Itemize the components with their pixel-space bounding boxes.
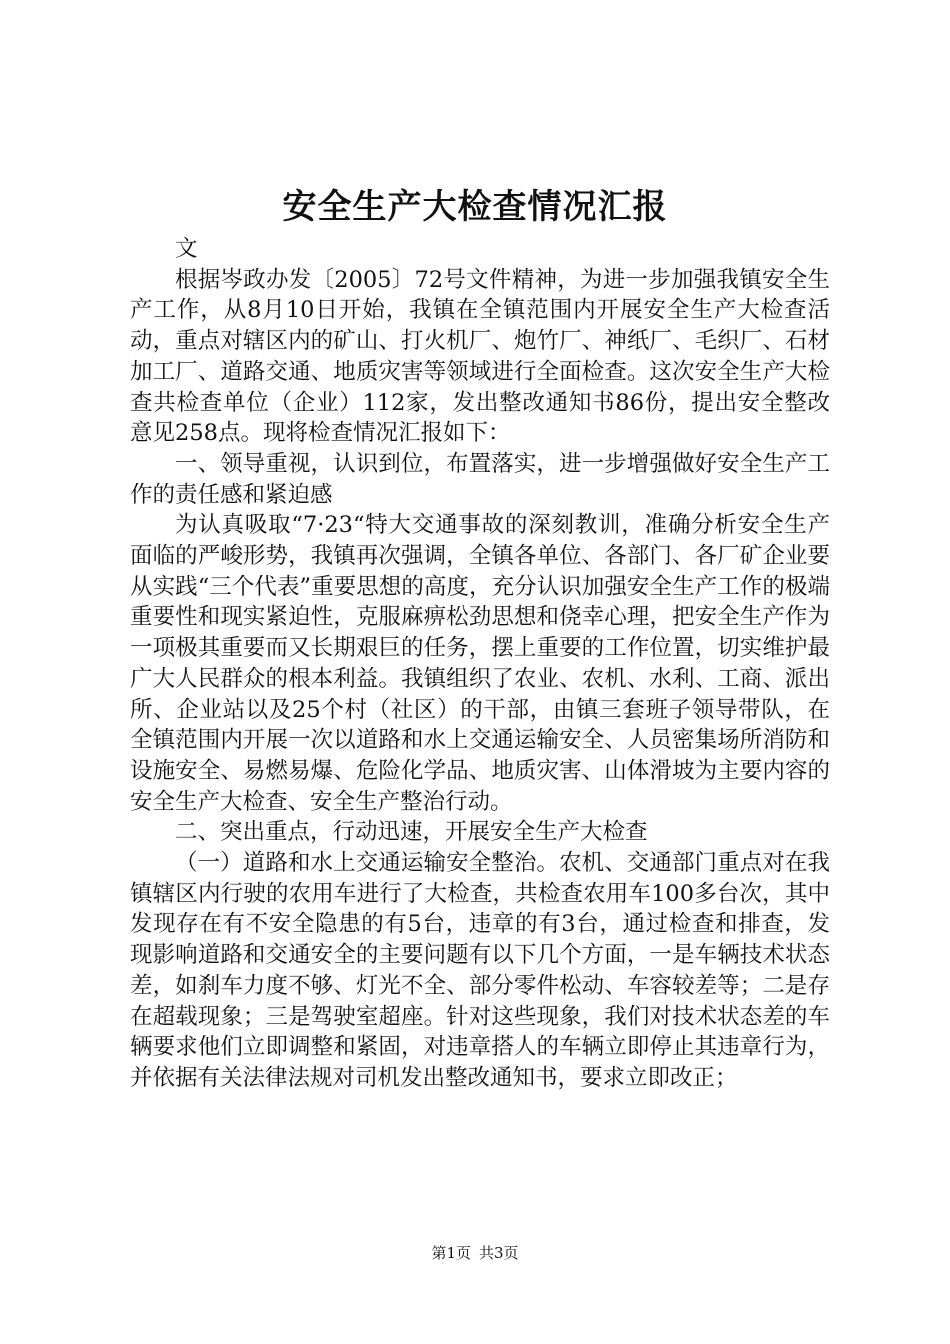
section-heading-2: 二、突出重点，行动迅速，开展安全生产大检查 bbox=[175, 819, 648, 846]
document-body bbox=[130, 234, 830, 1094]
paragraph-intro: 根据岑政办发〔2005〕72号文件精神，为进一步加强我镇安全生产工作，从8月10日开始，我镇在全镇范围内开展安全生产大检查活动，重点对辖区内的矿山、打火机厂、炮竹厂、神纸厂、毛织厂、石材加工厂、道路交通、地质灾害等领域进行全面检查。这次安全生产大检查共检查单位（企业）112家，发出整改通知书86份，提出安全整改意见258点。现将检查情况汇报如下： bbox=[130, 266, 830, 447]
page-title: 安全生产大检查情况汇报 bbox=[282, 187, 668, 227]
page-number-current: 第1页 bbox=[431, 1244, 471, 1262]
section-heading-1: 一、领导重视，认识到位，布置落实，进一步增强做好安全生产工作的责任感和紧迫感 bbox=[130, 450, 830, 508]
paragraph-section-1: 为认真吸取“7·23“特大交通事故的深刻教训，准确分析安全生产面临的严峻形势，我镇再次强调，全镇各单位、各部门、各厂矿企业要从实践“三个代表”重要思想的高度，充分认识加强安全生产工作的极端重要性和现实紧迫性，克服麻痹松劲思想和侥幸心理，把安全生产作为一项极其重要而又长期艰巨的任务，摆上重要的工作位置，切实维护最广大人民群众的根本利益。我镇组织了农业、农机、水利、工商、派出所、企业站以及25个村（社区）的干部，由镇三套班子领导带队，在全镇范围内开展一次以道路和水上交通运输安全、人员密集场所消防和设施安全、易燃易爆、危险化学品、地质灾害、山体滑坡为主要内容的安全生产大检查、安全生产整治行动。 bbox=[130, 512, 830, 815]
page-number-total: 共3页 bbox=[479, 1244, 519, 1262]
paragraph-section-2-1: （一）道路和水上交通运输安全整治。农机、交通部门重点对在我镇辖区内行驶的农用车进行了大检查，共检查农用车100多台次，其中发现存在有不安全隐患的有5台，违章的有3台，通过检查和排查，发现影响道路和交通安全的主要问题有以下几个方面，一是车辆技术状态差，如刹车力度不够、灯光不全、部分零件松动、车容较差等；二是存在超载现象；三是驾驶室超座。针对这些现象，我们对技术状态差的车辆要求他们立即调整和紧固，对违章搭人的车辆立即停止其违章行为，并依据有关法律法规对司机发出整改通知书，要求立即改正； bbox=[130, 850, 830, 1091]
author-line: 文 bbox=[175, 236, 198, 262]
page-footer bbox=[0, 1243, 950, 1263]
